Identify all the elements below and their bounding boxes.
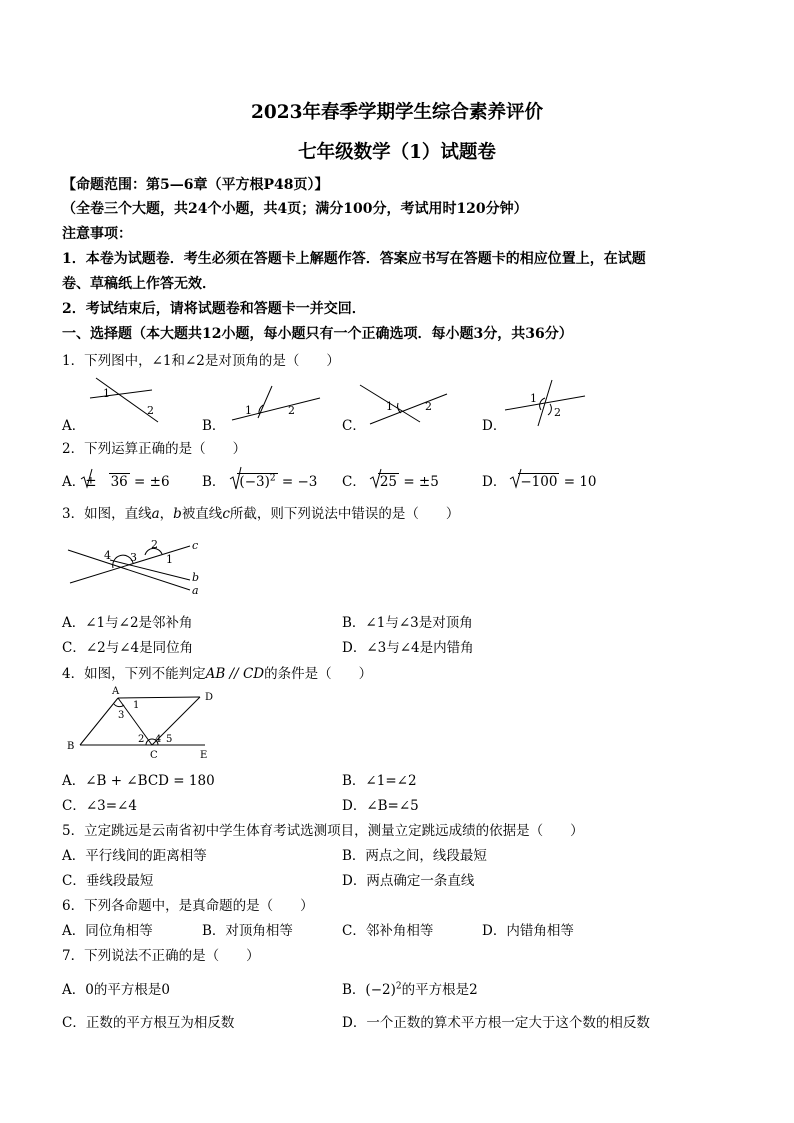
q2-option-b: B． $(-3)^2 = -3$ bbox=[202, 473, 318, 490]
q3-option-c: C．∠2与∠4是同位角 bbox=[62, 640, 194, 656]
exam-title: 2023年春季学期学生综合素养评价 bbox=[251, 102, 543, 123]
q2-a-radicand: 36 bbox=[110, 474, 128, 490]
q5-option-b: B．两点之间，线段最短 bbox=[342, 848, 487, 864]
q1b-label-1: 1 bbox=[245, 404, 252, 417]
q1-option-c: C． bbox=[342, 418, 366, 434]
notes-title: 注意事项： bbox=[62, 226, 132, 242]
q6-option-a: A．同位角相等 bbox=[62, 923, 153, 939]
section-1-heading: 一、选择题（本大题共12小题，每小题只有一个正确选项．每小题3分，共36分） bbox=[62, 326, 573, 342]
q4-option-a: A．∠B + ∠BCD = 180 bbox=[62, 773, 215, 789]
q3-label-c: c bbox=[192, 539, 199, 552]
note-1-cont: 卷、草稿纸上作答无效． bbox=[62, 276, 216, 292]
q4-label-A: A bbox=[112, 686, 120, 697]
q1c-label-1: 1 bbox=[386, 400, 393, 413]
q4-label-B: B bbox=[67, 741, 75, 752]
q6-stem: 6．下列各命题中，是真命题的是（ ） bbox=[62, 898, 314, 914]
q4-option-c: C．∠3=∠4 bbox=[62, 798, 137, 814]
q2-option-a: A．± 36 = ±6 bbox=[62, 474, 170, 490]
q3-label-4: 4 bbox=[104, 549, 111, 562]
q4-label-2: 2 bbox=[138, 734, 145, 745]
q4-label-5: 5 bbox=[166, 734, 173, 745]
q1a-label-1: 1 bbox=[103, 387, 110, 400]
q1b-label-2: 2 bbox=[288, 404, 295, 417]
q6-option-d: D．内错角相等 bbox=[482, 923, 574, 939]
q4-label-3: 3 bbox=[118, 710, 125, 721]
q4-line-ab bbox=[80, 698, 118, 745]
q3-stem: 3．如图，直线a，b被直线c所截，则下列说法中错误的是（ ） bbox=[62, 506, 460, 522]
q4-label-D: D bbox=[205, 692, 214, 703]
q4-label-1: 1 bbox=[133, 700, 140, 711]
q2-option-d: D． −100 = 10 bbox=[482, 474, 597, 490]
q4-option-d: D．∠B=∠5 bbox=[342, 798, 419, 814]
q1a-label-2: 2 bbox=[147, 404, 154, 417]
q3-label-1: 1 bbox=[166, 553, 173, 566]
q1-option-d: D． bbox=[482, 418, 507, 434]
q7-option-d: D．一个正数的算术平方根一定大于这个数的相反数 bbox=[342, 1015, 650, 1031]
q4-label-E: E bbox=[200, 750, 208, 761]
q5-option-a: A．平行线间的距离相等 bbox=[62, 848, 207, 864]
q2-option-c: C． 25 = ±5 bbox=[342, 474, 439, 490]
q3-label-3: 3 bbox=[130, 551, 137, 564]
q1d-label-1: 1 bbox=[530, 392, 537, 405]
q2-b-radicand: $(-3)^2$ bbox=[239, 473, 276, 490]
q3-label-a: a bbox=[192, 584, 199, 597]
q3-option-a: A．∠1与∠2是邻补角 bbox=[62, 615, 193, 631]
q3-label-b: b bbox=[192, 571, 200, 584]
q7-stem: 7．下列说法不正确的是（ ） bbox=[62, 948, 260, 964]
q1-option-a: A． bbox=[62, 418, 86, 434]
q3-label-2: 2 bbox=[151, 538, 158, 551]
q5-option-c: C．垂线段最短 bbox=[62, 873, 154, 889]
q1d-label-2: 2 bbox=[554, 406, 561, 419]
q4-line-ad bbox=[118, 697, 200, 698]
scope-line: 【命题范围：第5—6章（平方根P48页）】 bbox=[62, 177, 329, 193]
info-line: （全卷三个大题，共24个小题，共4页；满分100分，考试用时120分钟） bbox=[62, 201, 528, 217]
q4-option-b: B．∠1=∠2 bbox=[342, 773, 417, 789]
note-2: 2．考试结束后，请将试题卷和答题卡一并交回． bbox=[62, 301, 366, 317]
q7-option-b: B．$(-2)^2$的平方根是2 bbox=[342, 981, 478, 998]
q3-option-d: D．∠3与∠4是内错角 bbox=[342, 640, 474, 656]
q2-d-radicand: −100 bbox=[520, 474, 558, 490]
q5-option-d: D．两点确定一条直线 bbox=[342, 873, 475, 889]
q1c-label-2: 2 bbox=[425, 400, 432, 413]
exam-subtitle: 七年级数学（1）试题卷 bbox=[298, 142, 496, 163]
q7-option-c: C．正数的平方根互为相反数 bbox=[62, 1015, 235, 1031]
q1-stem: 1．下列图中，∠1和∠2是对顶角的是（ ） bbox=[62, 353, 340, 369]
q1-option-b: B． bbox=[202, 418, 226, 434]
q6-option-c: C．邻补角相等 bbox=[342, 923, 434, 939]
q3-option-b: B．∠1与∠3是对顶角 bbox=[342, 615, 473, 631]
q7-option-a: A．0的平方根是0 bbox=[62, 982, 170, 998]
q5-stem: 5．立定跳远是云南省初中学生体育考试选测项目，测量立定跳远成绩的依据是（ ） bbox=[62, 823, 584, 839]
q6-option-b: B．对顶角相等 bbox=[202, 923, 293, 939]
q4-stem: 4．如图，下列不能判定AB // CD的条件是（ ） bbox=[62, 666, 373, 682]
note-1: 1．本卷为试题卷．考生必须在答题卡上解题作答．答案应书写在答题卡的相应位置上，在试题 bbox=[62, 251, 646, 267]
q4-label-4: 4 bbox=[155, 734, 162, 745]
q4-label-C: C bbox=[150, 750, 158, 761]
q2-c-radicand: 25 bbox=[379, 474, 398, 490]
q2-stem: 2．下列运算正确的是（ ） bbox=[62, 441, 247, 457]
